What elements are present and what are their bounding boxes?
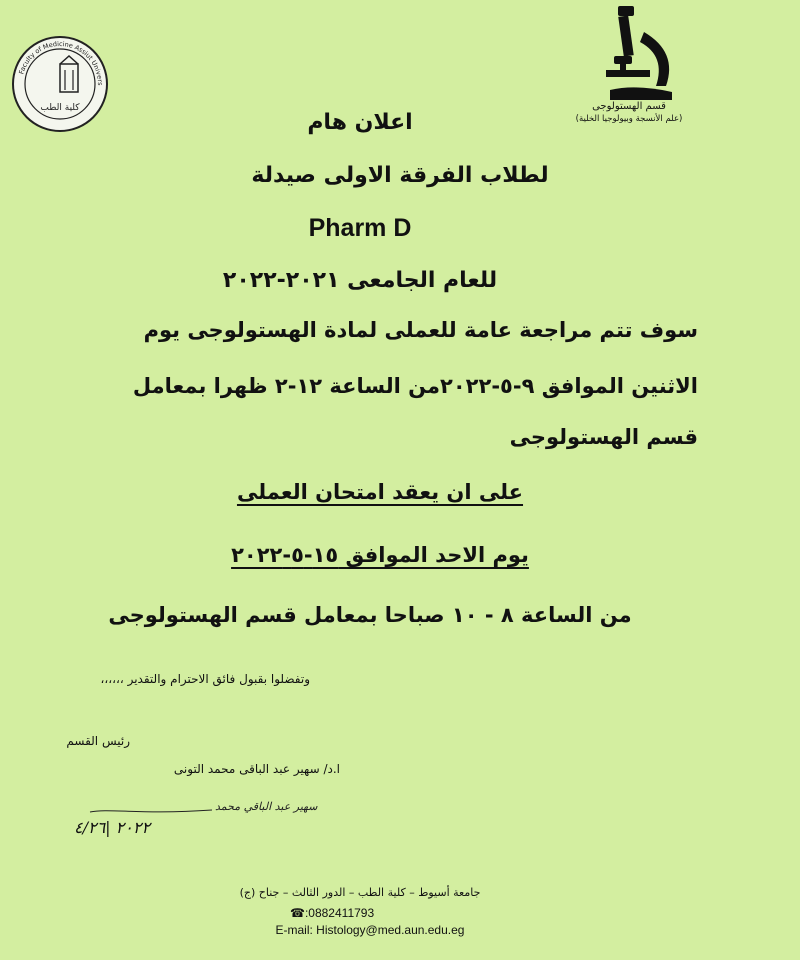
footer-phone — [290, 906, 374, 920]
footer-email: E-mail: Histology@med.aun.edu.eg — [275, 923, 465, 937]
exam-date — [0, 543, 760, 567]
footer-phone-number: :0882411793 — [304, 906, 375, 920]
footer-address: جامعة أسيوط – كلية الطب – الدور الثالث – جناح (ج) — [239, 886, 481, 899]
audience-line: لطلاب الفرقة الاولى صيدلة — [251, 163, 549, 188]
department-subtitle: (علم الأنسجة وبيولوجيا الخلية) — [575, 114, 683, 124]
handwritten-date: ٢٠٢٢ |٤/٢٦ — [74, 818, 151, 837]
closing-remark: وتفضلوا بقبول فائق الاحترام والتقدير ،،،،،، — [100, 672, 310, 686]
body-line-3: قسم الهستولوجى — [509, 425, 698, 449]
program-name: Pharm D — [308, 214, 412, 242]
telephone-icon: ☎ — [290, 906, 305, 920]
exam-line-text: على ان يعقد امتحان العملى — [236, 480, 524, 504]
department-head-name: ا.د/ سهير عبد الباقى محمد التونى — [173, 762, 340, 776]
seal-ring-text: Faculty of Medicine Assiut Univers — [17, 39, 105, 86]
announcement-title: اعلان هام — [307, 110, 413, 135]
exam-time: من الساعة ٨ - ١٠ صباحا بمعامل قسم الهستولوجى — [108, 603, 632, 627]
department-head-title: رئيس القسم — [66, 734, 130, 748]
academic-year: للعام الجامعى ٢٠٢١-٢٠٢٢ — [222, 268, 498, 293]
exam-date-text: يوم الاحد الموافق ١٥-٥-٢٠٢٢ — [231, 543, 529, 567]
signature-name: سهير عبد الباقي محمد — [215, 800, 318, 813]
exam-line — [0, 480, 760, 504]
seal-label: كلية الطب — [40, 103, 80, 113]
body-line-2: الاثنين الموافق ٩-٥-٢٠٢٢من الساعة ١٢-٢ ظهرا بمعامل — [132, 374, 698, 398]
body-line-1: سوف تتم مراجعة عامة للعملى لمادة الهستولوجى يوم — [143, 318, 698, 342]
department-name: قسم الهستولوجى — [592, 101, 666, 112]
